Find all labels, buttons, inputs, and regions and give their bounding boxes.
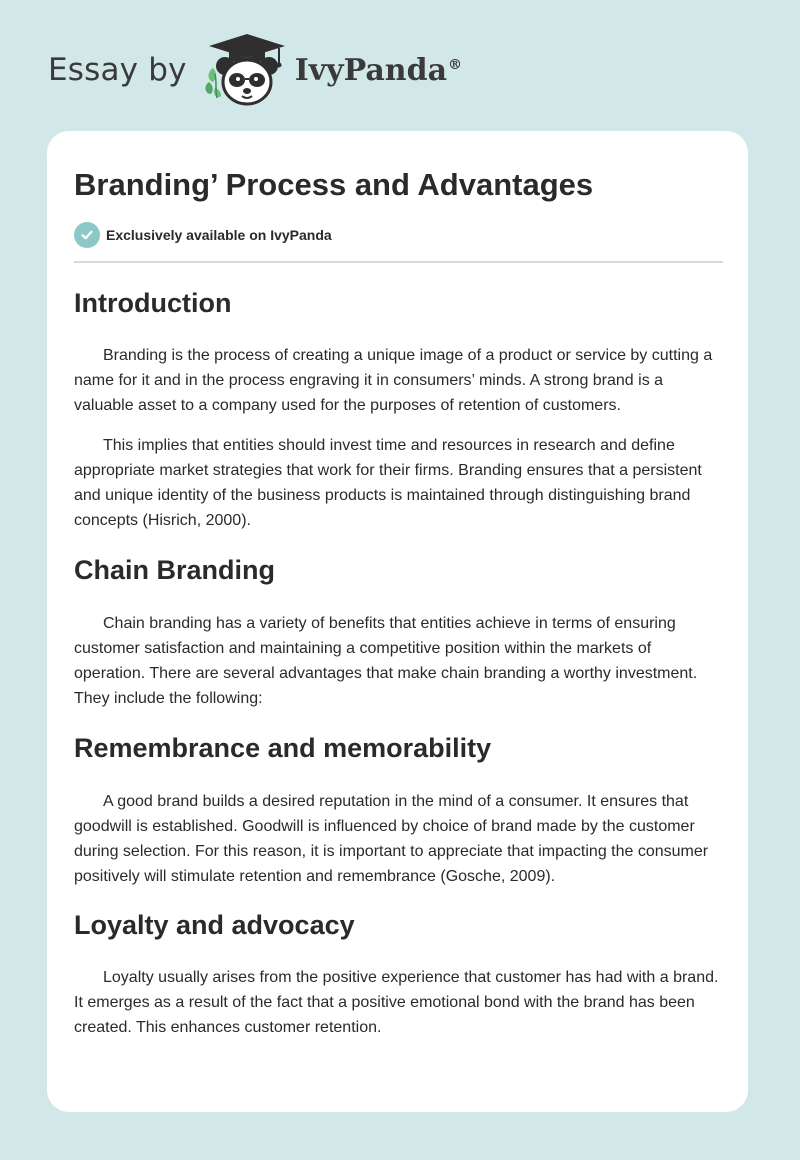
article-title: Branding’ Process and Advantages [74, 167, 594, 202]
check-circle-icon [74, 222, 100, 248]
paragraph: Chain branding has a variety of benefits that entities achieve in terms of ensuring customer satisfaction and maintaining a competitive position within the markets of operation. There are several advantages that make chain branding a worthy investment. They include the following: [74, 615, 698, 707]
paragraph: Loyalty usually arises from the positive experience that customer has had with a brand. It emerges as a result of the fact that a positive emotional bond with the brand has been created. This enhances customer retention. [74, 969, 719, 1036]
brand-name[interactable] [295, 53, 462, 88]
title-divider [74, 261, 723, 263]
section-heading-introduction: Introduction [74, 288, 232, 318]
paragraph: Branding is the process of creating a unique image of a product or service by cutting a name for it and in the process engraving it in consumers’ minds. A strong brand is a valuable asset to a company used for the purposes of retention of customers. [74, 347, 713, 414]
paragraph: A good brand builds a desired reputation in the mind of a consumer. It ensures that goodwill is established. Goodwill is influenced by choice of brand made by the customer during selection. For this reason, it is important to appreciate that impacting the consumer positively will stimulate retention and remembrance (Gosche, 2009). [74, 793, 709, 885]
section-heading-chain-branding: Chain Branding [74, 555, 275, 585]
paragraph: This implies that entities should invest time and resources in research and define appropriate market strategies that work for their firms. Branding ensures that a persistent and unique identity of the business products is maintained through distinguishing brand concepts (Hisrich, 2000). [74, 437, 702, 529]
exclusive-badge [74, 222, 332, 248]
article-card [47, 131, 748, 1112]
panda-logo-icon[interactable] [199, 30, 295, 110]
brand-name-text: IvyPanda [294, 52, 448, 88]
exclusive-label: Exclusively available on IvyPanda [106, 227, 332, 243]
section-heading-remembrance: Remembrance and memorability [74, 733, 492, 763]
registered-mark: ® [448, 56, 463, 73]
site-header [48, 30, 462, 110]
essay-by-label: Essay by [48, 52, 187, 88]
section-heading-loyalty: Loyalty and advocacy [74, 910, 355, 940]
